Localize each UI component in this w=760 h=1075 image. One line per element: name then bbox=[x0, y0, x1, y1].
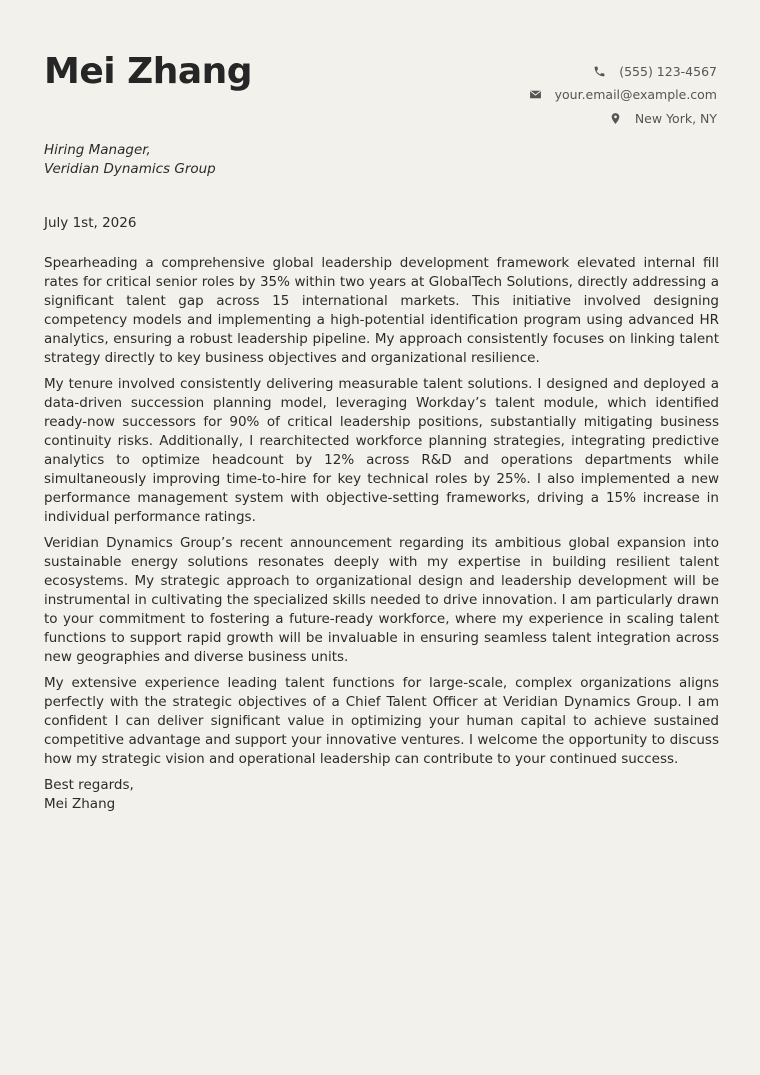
contact-block bbox=[529, 60, 717, 130]
phone-text: (555) 123-4567 bbox=[619, 64, 717, 80]
body-paragraph: Veridian Dynamics Group’s recent announcement regarding its ambitious global expansion into sustainable energy solutions resonates deeply with my expertise in building resilient talent ecosystems. My strategic approach to organizational design and leadership development will be instrumental in cultivating the specialized skills needed to drive innovation. I am particularly drawn to your commitment to fostering a future-ready workforce, where my experience in scaling talent functions to support rapid growth will be invaluable in ensuring seamless talent integration across new geographies and diverse business units. bbox=[44, 535, 719, 665]
letter-date: July 1st, 2026 bbox=[44, 215, 137, 231]
map-pin-icon bbox=[609, 112, 622, 125]
closing-salutation: Best regards, bbox=[44, 777, 134, 793]
envelope-icon bbox=[529, 88, 542, 101]
body-paragraph: My extensive experience leading talent functions for large-scale, complex organizations aligns perfectly with the strategic objectives of a Chief Talent Officer at Veridian Dynamics Group. I am confident I can deliver significant value in optimizing your human capital to achieve sustained competitive advantage and support your innovative ventures. I welcome the opportunity to discuss how my strategic vision and operational leadership can contribute to your continued success. bbox=[44, 675, 719, 767]
contact-email bbox=[529, 83, 717, 106]
location-text: New York, NY bbox=[634, 110, 717, 126]
recipient-block bbox=[44, 141, 216, 179]
letter-body bbox=[44, 254, 719, 814]
recipient-title: Hiring Manager, bbox=[44, 142, 151, 158]
body-paragraph: My tenure involved consistently delivering measurable talent solutions. I designed and deployed a data-driven succession planning model, leveraging Workday’s talent module, which identified ready-now successors for 90% of critical leadership positions, substantially mitigating business continuity risks. Additionally, I rearchitected workforce planning strategies, integrating predictive analytics to optimize headcount by 12% across R&D and operations departments while simultaneously improving time-to-hire for key technical roles by 25%. I also implemented a new performance management system with objective-setting frameworks, driving a 15% increase in individual performance ratings. bbox=[44, 376, 719, 525]
contact-location bbox=[529, 107, 717, 130]
body-paragraph: Spearheading a comprehensive global leadership development framework elevated internal fill rates for critical senior roles by 35% within two years at GlobalTech Solutions, directly addressing a significant talent gap across 15 international markets. This initiative involved designing competency models and implementing a high-potential identification program using advanced HR analytics, ensuring a robust leadership pipeline. My approach consistently focuses on linking talent strategy directly to key business objectives and organizational resilience. bbox=[44, 255, 719, 366]
contact-phone bbox=[529, 60, 717, 83]
closing-signature: Mei Zhang bbox=[44, 796, 116, 812]
recipient-company: Veridian Dynamics Group bbox=[44, 161, 216, 177]
email-text: your.email@example.com bbox=[554, 87, 717, 103]
applicant-name: Mei Zhang bbox=[44, 51, 253, 92]
closing-block bbox=[44, 776, 719, 814]
phone-icon bbox=[593, 65, 606, 78]
